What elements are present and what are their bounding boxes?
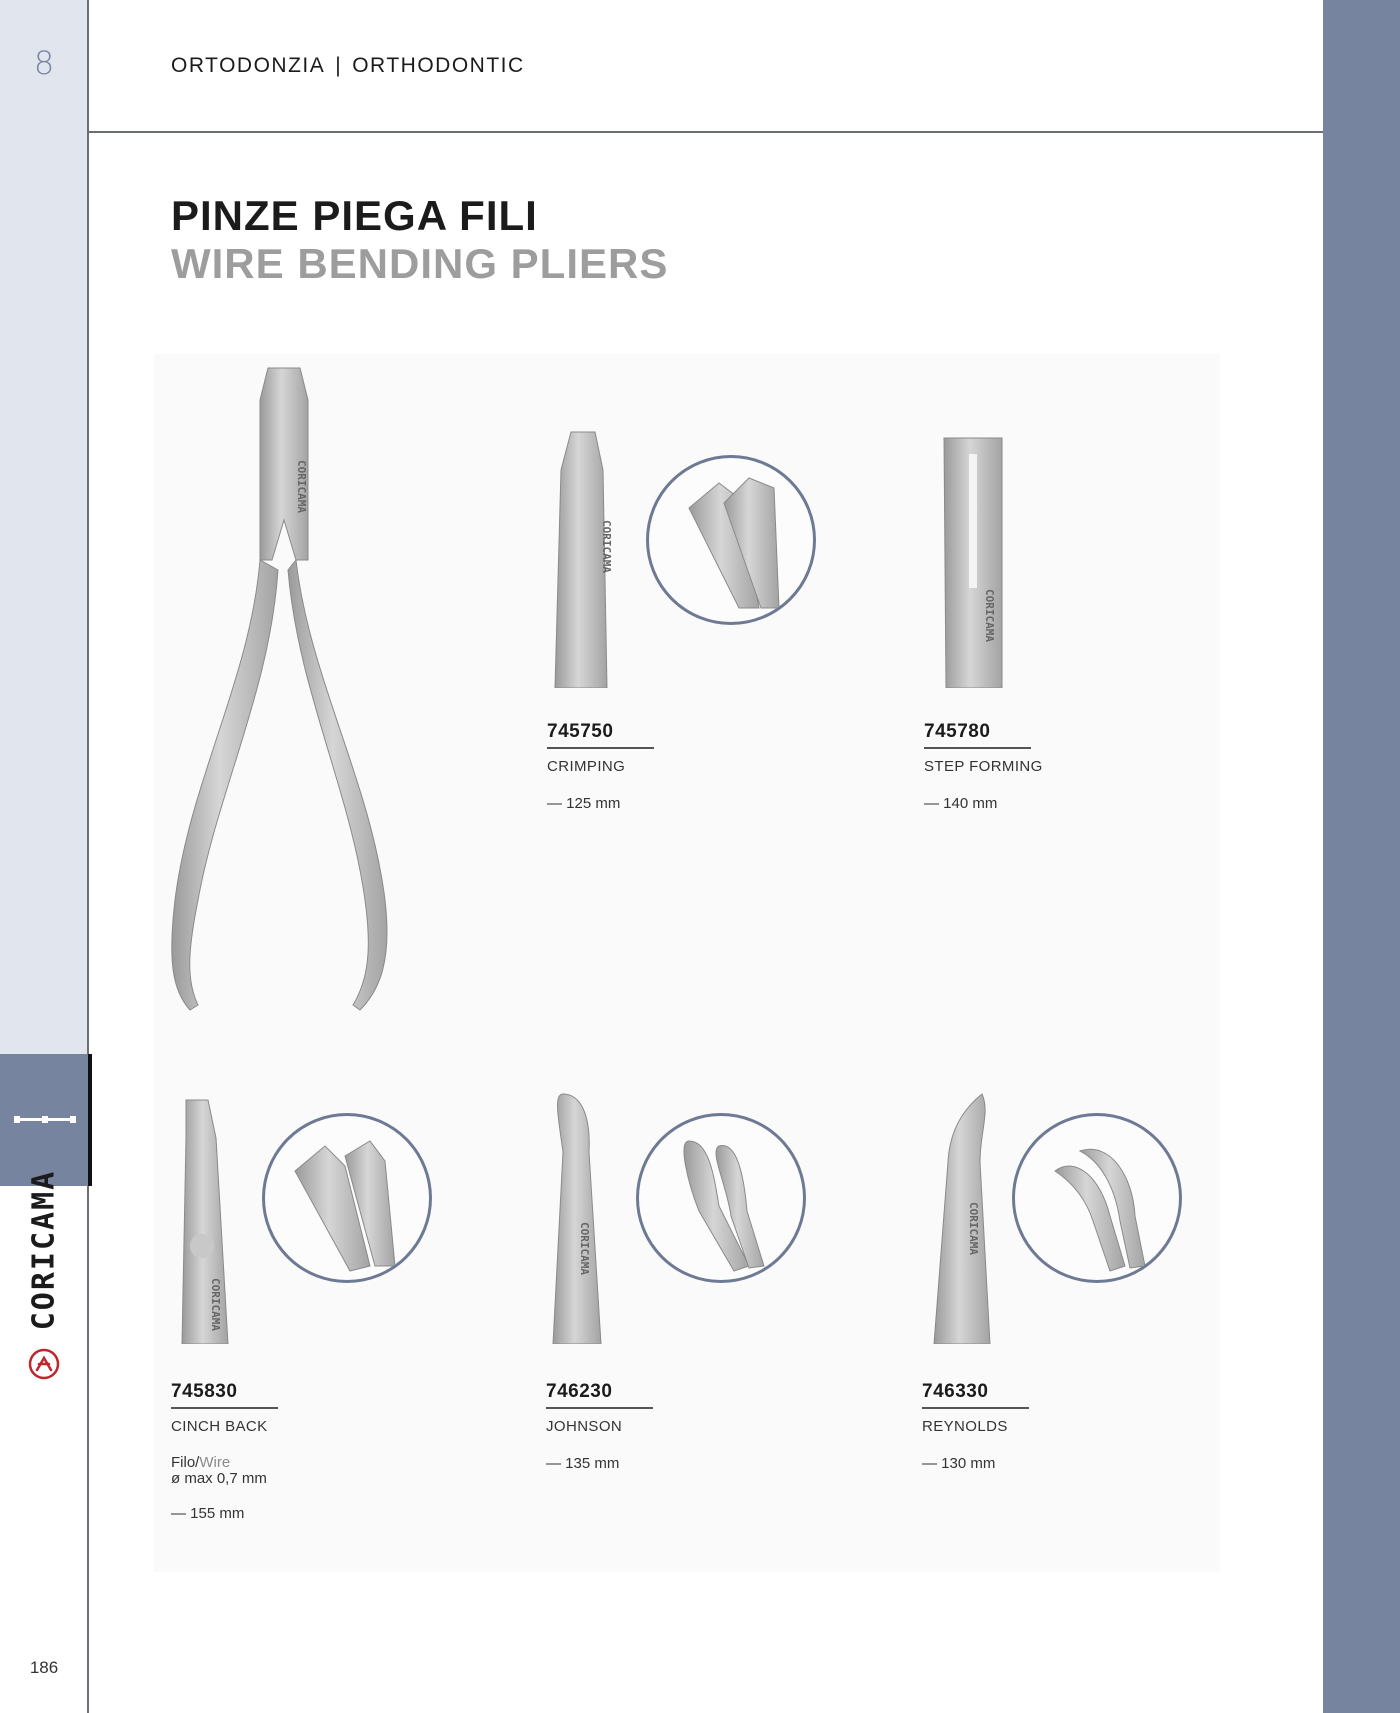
product-name: REYNOLDS xyxy=(922,1418,1008,1435)
product-code: 745750 xyxy=(547,721,614,742)
section-separator: | xyxy=(335,54,343,77)
product-745750-detail xyxy=(646,455,816,625)
product-length: — 125 mm xyxy=(547,795,621,812)
product-name: JOHNSON xyxy=(546,1418,623,1435)
product-745780[interactable] xyxy=(924,721,1144,812)
product-746330-image xyxy=(920,1092,1000,1344)
svg-text:CORICAMA: CORICAMA xyxy=(209,1278,222,1331)
product-name: CRIMPING xyxy=(547,758,626,775)
code-underline xyxy=(171,1407,278,1409)
product-code: 745830 xyxy=(171,1381,238,1402)
product-745750[interactable] xyxy=(547,721,767,812)
code-underline xyxy=(546,1407,653,1409)
product-746330-detail xyxy=(1012,1113,1182,1283)
tool-marking: CORICAMA xyxy=(295,460,308,513)
left-margin-rule xyxy=(87,0,89,1713)
product-745750-image xyxy=(545,430,640,688)
wire-label-it: Filo/ xyxy=(171,1454,200,1471)
page-title-it: PINZE PIEGA FILI xyxy=(171,192,538,239)
product-length: — 130 mm xyxy=(922,1455,996,1472)
product-745830-detail xyxy=(262,1113,432,1283)
wire-diameter: ø max 0,7 mm xyxy=(171,1470,267,1487)
svg-text:CORICAMA: CORICAMA xyxy=(983,589,996,642)
svg-text:CORICAMA: CORICAMA xyxy=(967,1202,980,1255)
code-underline xyxy=(547,747,654,749)
brand-logo-icon xyxy=(28,1348,60,1380)
page-title-en: WIRE BENDING PLIERS xyxy=(171,240,669,287)
product-745830-image xyxy=(176,1098,236,1344)
product-wire-spec xyxy=(171,1455,391,1487)
chapter-tab-edge xyxy=(88,1054,92,1186)
product-746230-detail xyxy=(636,1113,806,1283)
right-margin-strip xyxy=(1323,0,1400,1713)
product-745780-image xyxy=(938,434,1008,688)
svg-text:CORICAMA: CORICAMA xyxy=(600,520,613,573)
code-underline xyxy=(922,1407,1029,1409)
product-code: 746230 xyxy=(546,1381,613,1402)
wire-label-en: Wire xyxy=(199,1454,231,1471)
chapter-number: 8 xyxy=(33,44,55,82)
product-746230-image xyxy=(545,1092,610,1344)
product-746230[interactable] xyxy=(546,1381,766,1472)
product-745830[interactable] xyxy=(171,1381,391,1522)
product-length: — 135 mm xyxy=(546,1455,620,1472)
svg-text:CORICAMA: CORICAMA xyxy=(578,1222,591,1275)
product-length: — 140 mm xyxy=(924,795,998,812)
header-divider xyxy=(88,131,1323,133)
product-name: STEP FORMING xyxy=(924,758,1043,775)
section-header xyxy=(171,54,525,78)
brand-wordmark: CORICAMA xyxy=(26,1169,62,1331)
product-name: CINCH BACK xyxy=(171,1418,268,1435)
section-label-it: ORTODONZIA xyxy=(171,54,326,77)
product-746330[interactable] xyxy=(922,1381,1142,1472)
hero-pliers-image xyxy=(160,360,430,1020)
product-code: 745780 xyxy=(924,721,991,742)
left-margin-strip xyxy=(0,0,88,1713)
product-length: — 155 mm xyxy=(171,1505,245,1522)
product-code: 746330 xyxy=(922,1381,989,1402)
section-label-en: ORTHODONTIC xyxy=(352,54,525,77)
pliers-tab-icon xyxy=(14,1116,76,1124)
code-underline xyxy=(924,747,1031,749)
page-number: 186 xyxy=(29,1658,59,1677)
